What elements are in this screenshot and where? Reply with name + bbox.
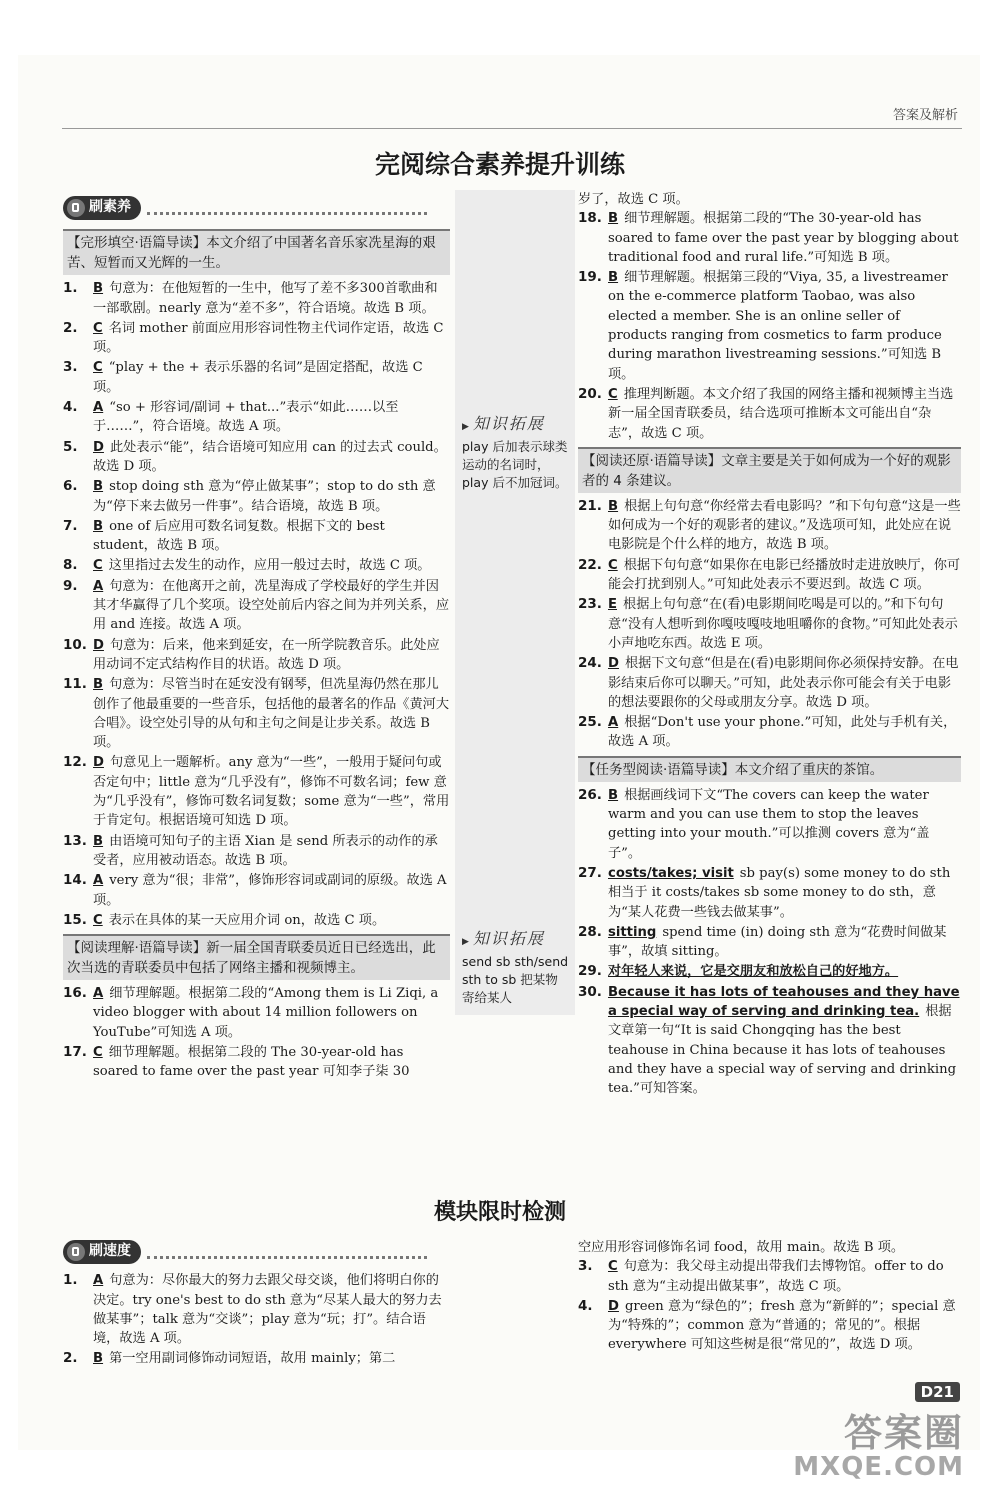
answer-item <box>63 1271 450 1348</box>
answer-key: A <box>93 873 104 889</box>
explanation-text: 推理判断题。本文介绍了我国的网络主播和视频博主当选新一届全国青联委员，结合选项可推断本文可能出自“杂志”，故选 C 项。 <box>608 386 954 441</box>
answer-list <box>63 229 450 1081</box>
explanation-text: 根据文章第一句“It is said Chongqing has the best teahouse in China because it has lots of teahouses and they have a special way of serving and drinking tea.”可知答案。 <box>608 1003 957 1097</box>
answer-list <box>578 1238 961 1355</box>
answer-list <box>578 190 961 1098</box>
answer-item <box>63 1043 450 1082</box>
question-number: 6. <box>63 478 78 495</box>
answer-key: B <box>93 833 104 849</box>
explanation-text: stop doing sth 意为“停止做某事”；stop to do sth 意为“停下来去做另一件事”。结合语境，故选 B 项。 <box>93 479 436 514</box>
tip-title: ▶ 知识拓展 <box>462 930 570 951</box>
answer-item <box>578 923 961 962</box>
explanation-text: 这里指过去发生的动作，应用一般过去时，故选 C 项。 <box>108 558 431 574</box>
question-number: 21. <box>578 497 602 514</box>
answer-item <box>63 279 450 318</box>
question-number: 5. <box>63 438 78 455</box>
answer-key: A <box>93 578 104 594</box>
answer-item <box>578 209 961 267</box>
question-number: 24. <box>578 655 602 672</box>
answer-key: B <box>608 270 619 286</box>
header-label: 答案及解析 <box>892 108 958 123</box>
section1-left-column <box>63 196 450 1083</box>
answer-key: 对年轻人来说，它是交朋友和放松自己的好地方。 <box>608 964 899 980</box>
answer-item <box>63 477 450 516</box>
explanation-text: 根据下句句意“如果你在电影已经播放时走进放映厅，你可能会打扰到别人。”可知此处表示不要迟到。故选 C 项。 <box>608 557 961 593</box>
answer-item <box>63 984 450 1042</box>
explanation-text: sb pay(s) some money to do sth 相当于 it costs/takes sb some money to do sth，意为“某人花费一些钱去做某事”。 <box>608 865 951 920</box>
question-number: 27. <box>578 864 602 881</box>
answer-key: B <box>93 479 104 495</box>
answer-key: C <box>93 360 103 376</box>
answer-key: sitting <box>608 924 657 940</box>
question-number: 4. <box>578 1297 593 1314</box>
watermark-logo: 答案圈 <box>843 1411 964 1455</box>
answer-item <box>63 577 450 635</box>
section2-left-column <box>63 1240 450 1370</box>
answer-item <box>578 497 961 555</box>
book-icon <box>67 1243 85 1261</box>
answer-key: C <box>93 912 103 928</box>
question-number: 2. <box>63 1350 78 1367</box>
tip-box <box>462 415 570 492</box>
page-number: D21 <box>915 1382 960 1402</box>
answer-key: B <box>93 518 104 534</box>
question-number: 19. <box>578 269 602 286</box>
answer-key: A <box>93 986 104 1002</box>
answer-key: D <box>608 1298 619 1314</box>
question-number: 20. <box>578 385 602 402</box>
explanation-text: spend time (in) doing sth 意为“花费时间做某事”，故填 sitting。 <box>608 924 947 960</box>
question-number: 3. <box>63 359 78 376</box>
answer-item <box>63 398 450 437</box>
explanation-text: one of 后应用可数名词复数。根据下文的 best student，故选 B 项。 <box>93 518 385 554</box>
answer-item <box>63 319 450 358</box>
question-number: 11. <box>63 676 87 693</box>
explanation-text: very 意为“很；非常”，修饰形容词或副词的原级。故选 A 项。 <box>93 873 447 908</box>
tip-text: play 后加表示球类运动的名词时，play 后不加冠词。 <box>462 439 568 490</box>
answer-item <box>63 911 450 930</box>
explanation-text: 细节理解题。根据第二段的“Among them is Li Ziqi, a video blogger with about 14 million followers on YouTube”可知选 A 项。 <box>93 986 439 1040</box>
explanation-text: green 意为“绿色的”；fresh 意为“新鲜的”；special 意为“特殊的”；common 意为“普通的；常见的”。根据 everywhere 可知这些树是很“常见的”，故选 D 项。 <box>608 1298 956 1353</box>
explanation-text: 句意为：在他离开之前，冼星海成了学校最好的学生并因其才华赢得了几个奖项。设空处前后内容之间为并列关系，应用 and 连接。故选 A 项。 <box>93 578 450 633</box>
question-number: 14. <box>63 872 87 889</box>
answer-key: C <box>93 320 103 336</box>
explanation-text: 根据上句句意“在(看)电影期间吃喝是可以的。”和下句句意“没有人想听到你嘎吱嘎吱地咀嚼你的食物。”可知此处表示小声地吃东西。故选 E 项。 <box>608 597 958 651</box>
tip-text: send sb sth/send sth to sb 把某物寄给某人 <box>462 954 569 1005</box>
explanation-text: 细节理解题。根据第二段的 The 30-year-old has soared to fame over the past year 可知李子柒 30 <box>93 1044 410 1080</box>
answer-key: B <box>93 677 104 693</box>
passage-guide: 【任务型阅读·语篇导读】本文介绍了重庆的茶馆。 <box>578 756 961 782</box>
answer-key: D <box>608 656 619 672</box>
answer-key: C <box>608 1259 618 1275</box>
answer-item <box>578 786 961 863</box>
passage-guide: 【阅读还原·语篇导读】文章主要是关于如何成为一个好的观影者的 4 条建议。 <box>578 447 961 493</box>
answer-key: B <box>608 211 619 227</box>
question-number: 18. <box>578 210 602 227</box>
question-number: 8. <box>63 557 78 574</box>
question-number: 9. <box>63 577 78 594</box>
explanation-text: 由语境可知句子的主语 Xian 是 send 所表示的动作的承受者，应用被动语态。故选 B 项。 <box>93 833 438 868</box>
explanation-text: 此处表示“能”，结合语境可知应用 can 的过去式 could。故选 D 项。 <box>93 439 447 474</box>
explanation-text: 第一空用副词修饰动词短语，故用 mainly；第二 <box>109 1351 396 1367</box>
answer-key: B <box>93 281 104 297</box>
explanation-text: “so + 形容词/副词 + that...”表示“如此……以至于……”，符合语境。故选 A 项。 <box>93 400 399 435</box>
answer-item <box>63 1349 450 1368</box>
answer-item <box>578 556 961 595</box>
answer-item <box>578 595 961 653</box>
answer-item <box>578 1297 961 1355</box>
question-number: 16. <box>63 985 87 1002</box>
section2-right-column <box>578 1238 961 1356</box>
continued-text: 岁了，故选 C 项。 <box>578 192 689 207</box>
explanation-text: 句意为：尽你最大的努力去跟父母交谈，他们将明白你的决定。try one's best to do sth 意为“尽某人最大的努力去做某事”；talk 意为“交谈”；play 意为“玩；打”。结合语境，故选 A 项。 <box>93 1273 442 1347</box>
answer-key: A <box>608 715 619 731</box>
answer-key: A <box>93 400 104 416</box>
answer-key: B <box>608 498 619 514</box>
explanation-text: 名词 mother 前面应用形容词性物主代词作定语，故选 C 项。 <box>93 320 444 356</box>
answer-item <box>578 385 961 443</box>
explanation-text: 根据上句句意“你经常去看电影吗？”和下句句意“这是一些如何成为一个好的观影者的建议。”及选项可知，此处应在说电影院是个什么样的地方，故选 B 项。 <box>608 498 961 553</box>
answer-item <box>63 438 450 477</box>
badge-row <box>63 196 450 223</box>
answer-key: costs/takes; visit <box>608 865 734 881</box>
answer-key: D <box>93 439 104 455</box>
question-number: 13. <box>63 832 87 849</box>
question-number: 29. <box>578 963 602 980</box>
question-number: 23. <box>578 596 602 613</box>
answer-item <box>578 268 961 384</box>
section-badge: 刷速度 <box>63 1240 141 1264</box>
tip-title: ▶ 知识拓展 <box>462 415 570 436</box>
answer-key: Because it has lots of teahouses and they have a special way of serving and drinking tea. <box>608 984 960 1019</box>
answer-key: C <box>93 1044 103 1060</box>
dotted-rule <box>147 1256 427 1259</box>
question-number: 12. <box>63 754 87 771</box>
question-number: 28. <box>578 923 602 940</box>
question-number: 15. <box>63 911 87 928</box>
explanation-text: 根据“Don't use your phone.”可知，此处与手机有关，故选 A 项。 <box>608 715 957 750</box>
book-icon <box>67 199 85 217</box>
section-title: 完阅综合素养提升训练 <box>374 150 625 179</box>
answer-item <box>63 675 450 752</box>
explanation-text: 句意为：我父母主动提出带我们去博物馆。offer to do sth 意为“主动提出做某事”，故选 C 项。 <box>608 1259 944 1294</box>
question-number: 30. <box>578 983 602 1000</box>
answer-list <box>63 1271 450 1368</box>
answer-item <box>63 517 450 556</box>
answer-item <box>63 753 450 830</box>
answer-item <box>578 713 961 752</box>
question-number: 1. <box>63 1272 78 1289</box>
answer-key: A <box>93 1273 104 1289</box>
answer-item <box>578 983 961 1099</box>
watermark-site: MXQE.COM <box>793 1452 964 1482</box>
answer-key: D <box>93 637 104 653</box>
explanation-text: 根据画线词下文“The covers can keep the water warm and you can use them to stop the leaves getting into your mouth.”可以推测 covers 意为“盖子”。 <box>608 787 930 861</box>
section1-right-column <box>578 190 961 1099</box>
answer-item <box>578 962 961 981</box>
header-divider <box>62 128 962 129</box>
section-badge: 刷素养 <box>63 196 141 220</box>
explanation-text: “play + the + 表示乐器的名词”是固定搭配，故选 C 项。 <box>93 360 423 395</box>
dotted-rule <box>147 212 427 215</box>
answer-key: B <box>608 787 619 803</box>
explanation-text: 句意为：后来，他来到延安，在一所学院教音乐。此处应用动词不定式结构作目的状语。故选 D 项。 <box>93 637 440 672</box>
question-number: 25. <box>578 714 602 731</box>
question-number: 3. <box>578 1258 593 1275</box>
question-number: 26. <box>578 786 602 803</box>
answer-item <box>63 832 450 871</box>
answer-key: C <box>608 386 618 402</box>
answer-key: B <box>93 1351 104 1367</box>
explanation-text: 句意见上一题解析。any 意为“一些”，一般用于疑问句或否定句中；little 意为“几乎没有”，修饰不可数名词；few 意为“几乎没有”，修饰可数名词复数；some 意为“一些”，常用于肯定句。根据语境可知选 D 项。 <box>93 755 450 829</box>
answer-key: E <box>608 597 618 613</box>
answer-item <box>63 358 450 397</box>
answer-item <box>578 864 961 922</box>
answer-item <box>63 871 450 910</box>
answer-key: D <box>93 755 104 771</box>
badge-row <box>63 1240 450 1267</box>
question-number: 10. <box>63 636 87 653</box>
answer-item <box>63 636 450 675</box>
question-number: 2. <box>63 319 78 336</box>
answer-key: C <box>93 558 103 574</box>
explanation-text: 句意为：尽管当时在延安没有钢琴，但冼星海仍然在那儿创作了他最重要的一些音乐，包括他的最著名的作品《黄河大合唱》。设空处引导的从句和主句之间是让步关系。故选 B 项。 <box>93 677 450 751</box>
question-number: 17. <box>63 1043 87 1060</box>
explanation-text: 细节理解题。根据第三段的“Viya, 35, a livestreamer on the e-commerce platform Taobao, was also elected a member. She is an online seller of products ranging from cosmetics to farm produce during marathon livestreaming sessions.”可知选 B 项。 <box>608 270 948 382</box>
question-number: 4. <box>63 399 78 416</box>
question-number: 1. <box>63 280 78 297</box>
tip-box <box>462 930 570 1007</box>
answer-key: C <box>608 557 618 573</box>
margin-strip <box>455 190 575 1015</box>
explanation-text: 表示在具体的某一天应用介词 on，故选 C 项。 <box>108 912 386 928</box>
section-title: 模块限时检测 <box>433 1200 566 1225</box>
passage-guide: 【完形填空·语篇导读】本文介绍了中国著名音乐家冼星海的艰苦、短暂而又光辉的一生。 <box>63 229 450 275</box>
question-number: 7. <box>63 517 78 534</box>
answer-item <box>578 654 961 712</box>
answer-item <box>63 556 450 575</box>
explanation-text: 句意为：在他短暂的一生中，他写了差不多300首歌曲和一部歌剧。nearly 意为“差不多”，符合语境。故选 B 项。 <box>93 281 438 316</box>
answer-item <box>578 1257 961 1296</box>
question-number: 22. <box>578 556 602 573</box>
explanation-text: 细节理解题。根据第二段的“The 30-year-old has soared to fame over the past year by blogging about traditional food and rural life.”可知选 B 项。 <box>608 211 959 265</box>
passage-guide: 【阅读理解·语篇导读】新一届全国青联委员近日已经选出，此次当选的青联委员中包括了网络主播和视频博主。 <box>63 934 450 980</box>
explanation-text: 根据下文句意“但是在(看)电影期间你必须保持安静。在电影结束后你可以聊天。”可知，此处表示你可能会有关于电影的想法要跟你的父母或朋友分享。故选 D 项。 <box>608 656 959 710</box>
continued-text: 空应用形容词修饰名词 food，故用 main。故选 B 项。 <box>578 1240 905 1255</box>
